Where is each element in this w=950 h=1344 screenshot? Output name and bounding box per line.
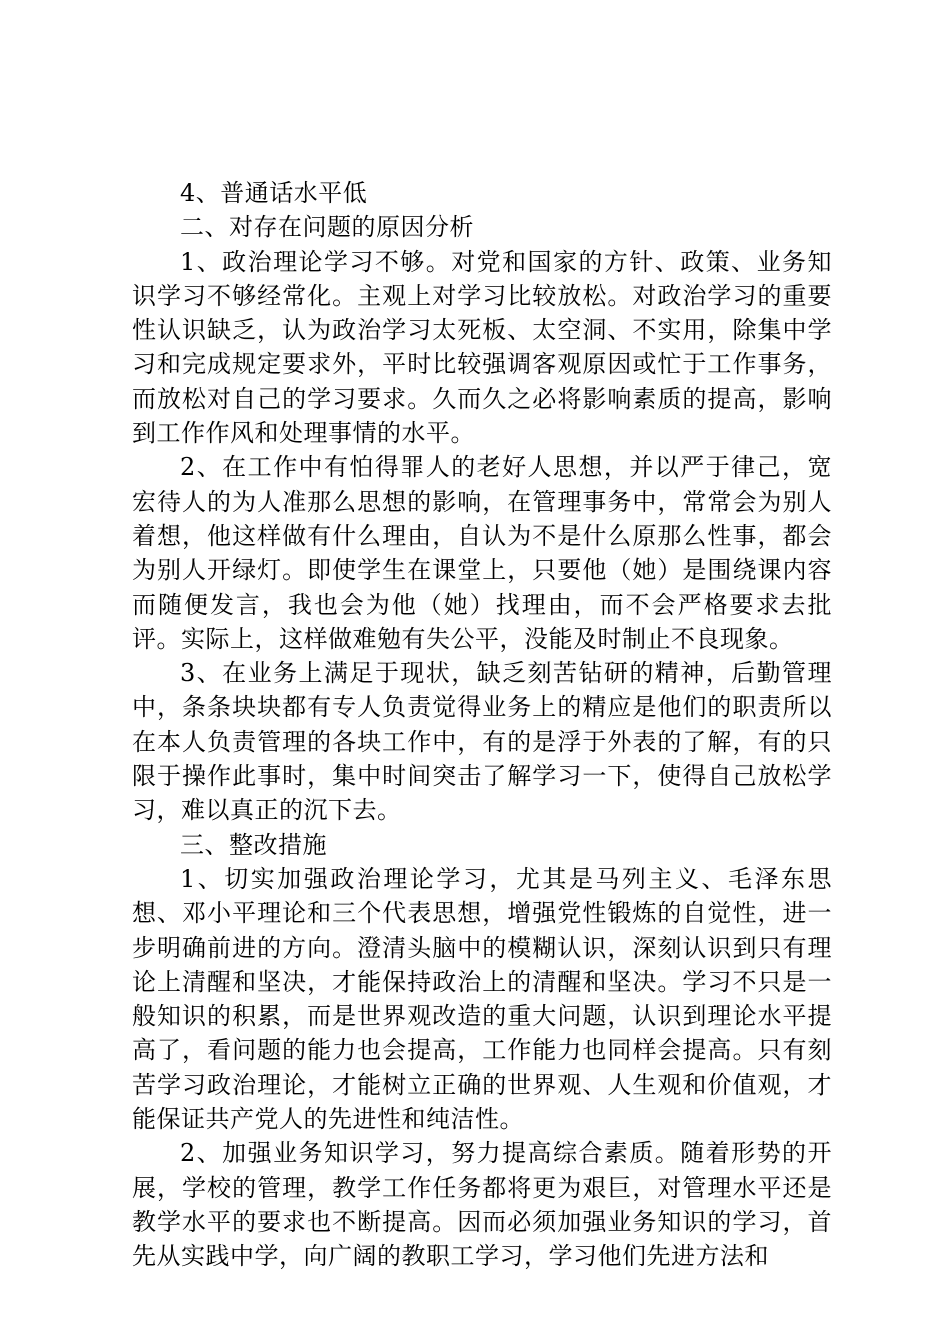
section-heading-rectification: 三、整改措施 xyxy=(180,830,327,859)
document-body xyxy=(132,176,832,1274)
paragraph-cause-2: 2、在工作中有怕得罪人的老好人思想，并以严于律己，宽宏待人的为人准那么思想的影响，在管理事务中，常常会为别人着想，他这样做有什么理由，自认为不是什么原那么性事，都会为别人开绿灯。即使学生在课堂上，只要他（她）是围绕课内容而随便发言，我也会为他（她）找理由，而不会严格要求去批评。实际上，这样做难勉有失公平，没能及时制止不良现象。 xyxy=(132,453,832,653)
paragraph-cause-3: 3、在业务上满足于现状，缺乏刻苦钻研的精神，后勤管理中，条条块块都有专人负责觉得业务上的精应是他们的职责所以在本人负责管理的各块工作中，有的是浮于外表的了解，有的只限于操作此事时，集中时间突击了解学习一下，使得自己放松学习，难以真正的沉下去。 xyxy=(132,659,832,825)
paragraph-measure-2: 2、加强业务知识学习，努力提高综合素质。随着形势的开展，学校的管理，教学工作任务都将更为艰巨，对管理水平还是教学水平的要求也不断提高。因而必须加强业务知识的学习，首先从实践中学，向广阔的教职工学习，学习他们先进方法和 xyxy=(132,1139,832,1271)
section-heading-cause-analysis: 二、对存在问题的原因分析 xyxy=(180,213,474,242)
paragraph-item-4-heading: 4、普通话水平低 xyxy=(180,179,368,207)
paragraph-measure-1: 1、切实加强政治理论学习，尤其是马列主义、毛泽东思想、邓小平理论和三个代表思想，增强党性锻炼的自觉性，进一步明确前进的方向。澄清头脑中的模糊认识，深刻认识到只有理论上清醒和坚决，才能保持政治上的清醒和坚决。学习不只是一般知识的积累，而是世界观改造的重大问题，认识到理论水平提高了，看问题的能力也会提高，工作能力也同样会提高。只有刻苦学习政治理论，才能树立正确的世界观、人生观和价值观，才能保证共产党人的先进性和纯洁性。 xyxy=(132,864,832,1134)
paragraph-cause-1: 1、政治理论学习不够。对党和国家的方针、政策、业务知识学习不够经常化。主观上对学习比较放松。对政治学习的重要性认识缺乏，认为政治学习太死板、太空洞、不实用，除集中学习和完成规定要求外，平时比较强调客观原因或忙于工作事务，而放松对自己的学习要求。久而久之必将影响素质的提高，影响到工作作风和处理事情的水平。 xyxy=(132,247,832,448)
